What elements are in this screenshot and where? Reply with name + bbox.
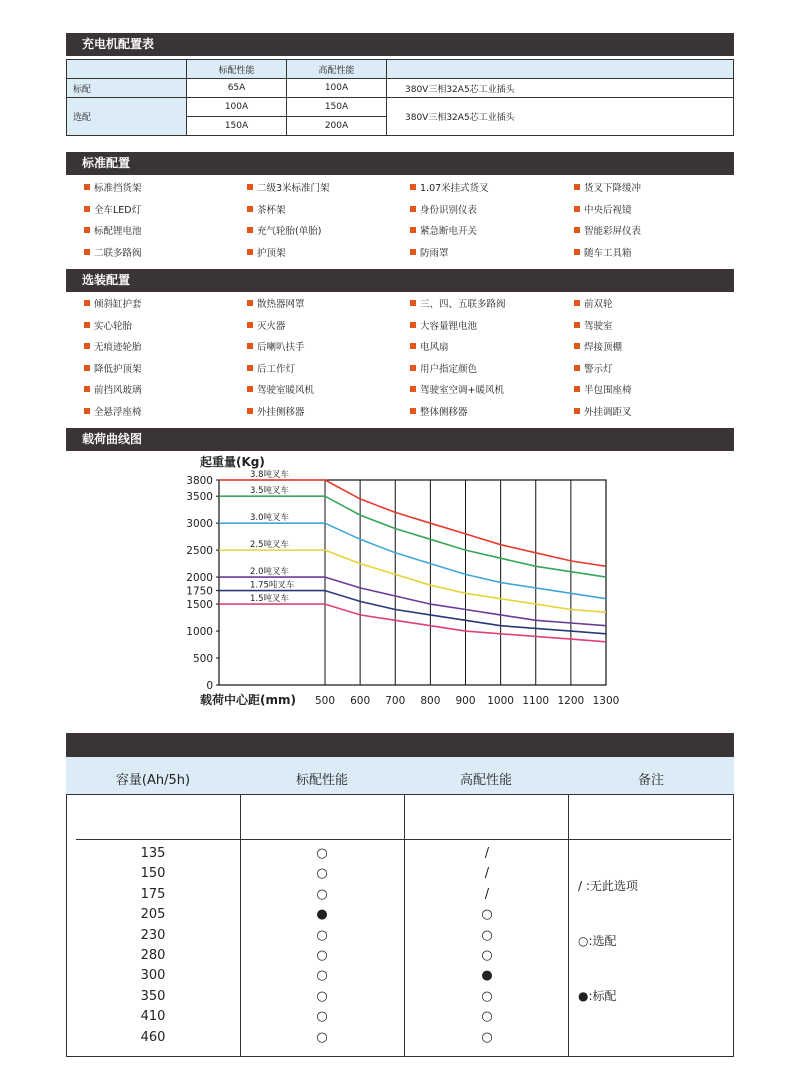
series-label: 2.5吨叉车 (250, 540, 290, 551)
config-item: 用户指定颜色 (410, 361, 477, 375)
y-tick-label: 2000 (186, 572, 213, 585)
config-item: 标配锂电池 (84, 223, 142, 237)
battery-cell-cap: 300 (140, 968, 166, 984)
config-item: 后工作灯 (247, 361, 295, 375)
y-tick-label: 1000 (186, 626, 213, 639)
y-tick-label: 2500 (186, 545, 213, 558)
config-item: 后喇叭扶手 (247, 339, 305, 353)
config-item: 驾驶室空调+暖风机 (410, 382, 504, 396)
config-item: 茶杯架 (247, 202, 286, 216)
config-item: 1.07米挂式货叉 (410, 180, 489, 194)
y-tick-label: 1750 (186, 585, 213, 598)
config-item: 身份识别仪表 (410, 202, 477, 216)
x-tick-label: 600 (350, 695, 371, 707)
battery-cell-high: ● (481, 968, 493, 984)
config-item: 大容量锂电池 (410, 318, 477, 332)
battery-cell-high: ○ (481, 1009, 493, 1025)
battery-cell-cap: 350 (140, 988, 166, 1004)
charger-cell: 65A (187, 79, 287, 98)
config-item: 散热器网罩 (247, 296, 305, 310)
battery-header-high: 高配性能 (459, 773, 512, 788)
config-item: 电风扇 (410, 339, 449, 353)
config-item: 驾驶室 (574, 318, 613, 332)
battery-table-header (66, 757, 734, 795)
battery-cell-high: ○ (481, 1029, 493, 1045)
battery-header-capacity: 容量(Ah/5h) (115, 773, 191, 788)
legend-standard: ●:标配 (578, 989, 617, 1003)
series-label: 3.8吨叉车 (250, 470, 290, 480)
x-axis-label: 载荷中心距(mm) (200, 693, 296, 707)
config-item: 二级3米标准门架 (247, 180, 330, 194)
x-tick-label: 800 (420, 695, 441, 707)
y-axis-label: 起重量(Kg) (200, 455, 265, 469)
battery-cell-high: / (484, 886, 490, 902)
optional-config-grid (84, 296, 744, 424)
y-tick-label: 3500 (186, 491, 213, 504)
config-item: 倾斜缸护套 (84, 296, 142, 310)
config-item: 紧急断电开关 (410, 223, 477, 237)
x-tick-label: 1100 (522, 695, 550, 707)
battery-cell-high: ○ (481, 927, 493, 943)
config-item: 全悬浮座椅 (84, 404, 142, 418)
battery-cell-std: ● (316, 907, 328, 923)
battery-cell-cap: 460 (140, 1029, 166, 1045)
charger-section-title: 充电机配置表 (66, 33, 734, 56)
series-label: 1.5吨叉车 (250, 594, 290, 605)
y-tick-label: 3000 (186, 518, 213, 531)
config-item: 警示灯 (574, 361, 613, 375)
battery-cell-cap: 175 (140, 886, 166, 902)
charger-cell: 100A (187, 98, 287, 117)
config-item: 随车工具箱 (574, 245, 632, 259)
config-item: 二联多路阀 (84, 245, 142, 259)
charger-header-high: 高配性能 (287, 60, 387, 79)
series-label: 3.5吨叉车 (250, 486, 290, 497)
config-item: 护顶架 (247, 245, 286, 259)
charger-header-std: 标配性能 (187, 60, 287, 79)
battery-cell-std: ○ (316, 988, 328, 1004)
y-tick-label: 500 (192, 653, 213, 666)
config-item: 外挂侧移器 (247, 404, 305, 418)
charger-row-label: 选配 (67, 98, 187, 136)
config-item: 整体侧移器 (410, 404, 468, 418)
config-item: 前挡风玻璃 (84, 382, 142, 396)
config-item: 充气轮胎(单胎) (247, 223, 321, 237)
config-item: 无痕迹轮胎 (84, 339, 142, 353)
legend-none: / :无此选项 (578, 879, 638, 893)
x-tick-label: 1000 (487, 695, 514, 707)
battery-section-bar (66, 733, 734, 757)
config-item: 三、四、五联多路阀 (410, 296, 506, 310)
series-label: 2.0吨叉车 (250, 567, 290, 578)
charger-cell: 150A (187, 117, 287, 136)
battery-header-std: 标配性能 (295, 773, 348, 788)
battery-cell-cap: 135 (140, 846, 166, 861)
battery-cell-cap: 410 (140, 1009, 166, 1025)
battery-cell-std: ○ (316, 866, 328, 882)
config-item: 防雨罩 (410, 245, 449, 259)
y-tick-label: 0 (206, 680, 213, 692)
charger-row-label: 标配 (67, 79, 187, 98)
battery-cell-high: / (484, 846, 490, 861)
battery-cell-cap: 205 (140, 907, 166, 923)
charger-note: 380V三相32A5芯工业插头 (387, 79, 734, 98)
config-item: 半包围座椅 (574, 382, 632, 396)
battery-cell-cap: 230 (140, 927, 166, 943)
battery-cell-std: ○ (316, 1029, 328, 1045)
battery-cell-std: ○ (316, 948, 328, 963)
legend-optional: ○:选配 (578, 934, 617, 948)
charger-cell: 200A (287, 117, 387, 136)
config-item: 货叉下降缓冲 (574, 180, 641, 194)
battery-cell-std: ○ (316, 886, 328, 902)
series-label: 1.75吨叉车 (250, 580, 295, 591)
config-item: 灭火器 (247, 318, 286, 332)
config-item: 降低护顶架 (84, 361, 142, 375)
charger-cell: 100A (287, 79, 387, 98)
load-chart (0, 450, 800, 720)
standard-section-title: 标准配置 (66, 152, 734, 175)
battery-cell-std: ○ (316, 927, 328, 943)
battery-cell-std: ○ (316, 846, 328, 861)
y-tick-label: 3800 (186, 475, 213, 487)
config-item: 前双轮 (574, 296, 613, 310)
x-tick-label: 500 (314, 695, 336, 707)
config-item: 驾驶室暖风机 (247, 382, 314, 396)
standard-config-grid (84, 180, 744, 264)
x-tick-label: 900 (455, 695, 476, 707)
charger-table (66, 59, 734, 136)
config-item: 智能彩屏仪表 (574, 223, 641, 237)
config-item: 中央后视镜 (574, 202, 632, 216)
battery-cell-cap: 150 (140, 866, 166, 882)
battery-cell-high: ○ (481, 948, 493, 963)
battery-cell-std: ○ (316, 968, 328, 984)
x-tick-label: 700 (385, 695, 406, 707)
series-label: 3.0吨叉车 (250, 513, 290, 524)
optional-section-title: 选装配置 (66, 269, 734, 292)
config-item: 实心轮胎 (84, 318, 132, 332)
x-tick-label: 1300 (592, 695, 620, 707)
config-item: 外挂调距叉 (574, 404, 632, 418)
x-tick-label: 1200 (557, 695, 585, 707)
battery-table (66, 757, 734, 1057)
load-chart-section-title: 载荷曲线图 (66, 428, 734, 451)
config-item: 焊接顶棚 (574, 339, 622, 353)
y-tick-label: 1500 (186, 599, 213, 612)
config-item: 全车LED灯 (84, 202, 141, 216)
battery-cell-std: ○ (316, 1009, 328, 1025)
battery-cell-high: ○ (481, 907, 493, 923)
charger-cell: 150A (287, 98, 387, 117)
config-item: 标准挡货架 (84, 180, 142, 194)
battery-cell-high: / (484, 866, 490, 882)
battery-header-note: 备注 (637, 773, 664, 788)
charger-note: 380V三相32A5芯工业插头 (387, 98, 734, 136)
battery-cell-high: ○ (481, 988, 493, 1004)
battery-cell-cap: 280 (140, 948, 166, 963)
